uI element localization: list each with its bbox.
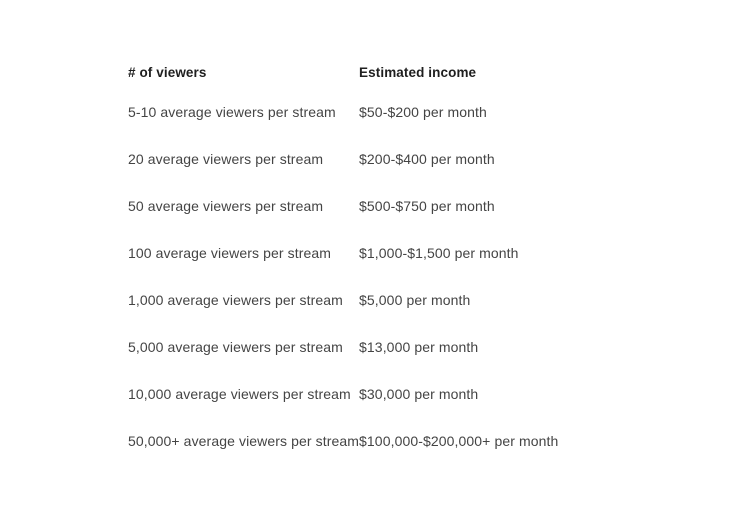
viewers-cell: 50 average viewers per stream (128, 197, 324, 214)
income-cell: $13,000 per month (359, 338, 479, 355)
header-row (128, 56, 619, 88)
table-row (128, 182, 619, 229)
table-row (128, 229, 619, 276)
header-viewers: # of viewers (128, 64, 207, 80)
income-cell: $100,000-$200,000+ per month (359, 432, 559, 449)
income-cell: $200-$400 per month (359, 150, 495, 167)
income-cell: $30,000 per month (359, 385, 479, 402)
income-cell: $500-$750 per month (359, 197, 495, 214)
table-head (128, 56, 619, 88)
table-row (128, 323, 619, 370)
income-cell: $50-$200 per month (359, 103, 487, 120)
viewers-cell: 5,000 average viewers per stream (128, 338, 343, 355)
income-cell: $1,000-$1,500 per month (359, 244, 519, 261)
viewers-cell: 5-10 average viewers per stream (128, 103, 336, 120)
table-row (128, 88, 619, 135)
viewers-cell: 10,000 average viewers per stream (128, 385, 351, 402)
income-cell: $5,000 per month (359, 291, 471, 308)
viewers-cell: 50,000+ average viewers per stream (128, 432, 360, 449)
viewers-cell: 100 average viewers per stream (128, 244, 331, 261)
table-row (128, 276, 619, 323)
viewers-cell: 20 average viewers per stream (128, 150, 324, 167)
header-income: Estimated income (359, 64, 477, 80)
table-row (128, 370, 619, 417)
table-row (128, 135, 619, 182)
table-body (128, 88, 619, 464)
table-row (128, 417, 619, 464)
income-table (128, 56, 619, 464)
viewers-cell: 1,000 average viewers per stream (128, 291, 343, 308)
